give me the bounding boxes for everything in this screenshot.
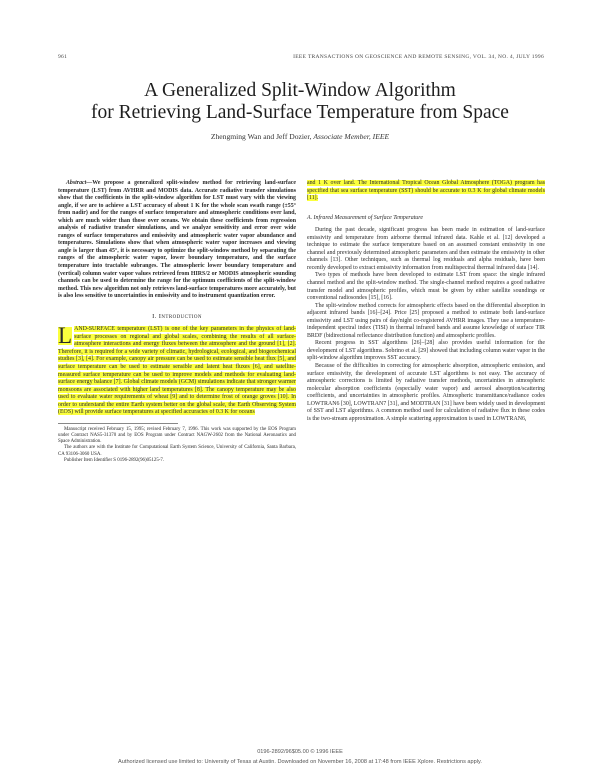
title-line-1: A Generalized Split-Window Algorithm (144, 80, 456, 101)
right-continuation (307, 180, 545, 203)
paragraph: Two types of methods have been developed to estimate LST from space: the single infrared channel method and the split-window method. The single-channel method requires a good radiative transfer model and atmospheric profiles, which must be given by either satellite soundings or conventional radiosondes [15], [16]. (307, 272, 545, 302)
abstract (58, 180, 296, 301)
abstract-text: We propose a generalized split-window method for retrieving land-surface temperature (LST) from AVHRR and MODIS data. Accurate radiative transfer simulations show that the coefficients in the split-window algorithm for LST must vary with the viewing angle, if we are to achieve a LST accuracy of about 1 K for the whole scan swath range (±55° from nadir) and for the ranges of surface temperature and atmospheric conditions over land, which are much wider than those over oceans. We obtain these coefficients from regression analysis of radiative transfer simulations, and we analyze sensitivity and error over wide ranges of surface temperatures and emissivity and atmospheric water vapor abundance and temperatures. Simulations show that when atmospheric water vapor increases and viewing angle is larger than 45°, it is necessary to optimize the split-window method by separating the ranges of the atmospheric water vapor, lower boundary temperature, and the surface temperature into tractable subranges. The atmospheric lower boundary temperature and (vertical) column water vapor values retrieved from HIRS/2 or MODIS atmospheric sounding channels can be used to determine the range for the optimum coefficients of the split-window method. This new algorithm not only retrieves land-surface temperatures more accurately, but is also less sensitive to uncertainties in emissivity and to instrument quantization error. (58, 180, 296, 300)
copyright-line: 0196-2892/96$05.00 © 1996 IEEE (257, 749, 343, 755)
footnote-affiliation: The authors are with the Institute for Computational Earth System Science, University of California, Santa Barbara, CA 93106-3060 USA. (58, 445, 296, 457)
footnotes (58, 427, 296, 464)
page-number: 961 (58, 54, 68, 60)
title-line-2: for Retrieving Land-Surface Temperature from Space (91, 102, 509, 123)
right-highlighted-text: and 1 K over land. The International Tropical Ocean Global Atmosphere (TOGA) program has specified that sea surface temperature (SST) should be accurate to 0.3 K for global climate models [11]. (307, 180, 545, 202)
footnote-manuscript: Manuscript received February 15, 1995; revised February 7, 1996. This work was supported by the EOS Program under Contract NAS5-31370 and by EOS Program under Contract NAGW-2602 from the National Aeronautics and Space Administration. (58, 426, 296, 445)
page-footer (20, 749, 580, 765)
subsection-heading: A. Infrared Measurement of Surface Temperature (307, 214, 423, 221)
paper-title (40, 80, 560, 124)
paragraph: The split-window method corrects for atmospheric effects based on the differential absorption in adjacent infrared bands [16]–[24]. Price [25] proposed a method to estimate both land-surface emissivity and LST using pairs of day/night co-registered AVHRR images. They use a temperature-independent spectral index (TISI) in thermal infrared bands and assume knowledge of surface TIR BRDF (bidirectional reflectance distribution function) and atmospheric profiles. (307, 302, 545, 339)
author-membership: Associate Member, IEEE (313, 132, 390, 141)
journal-name: IEEE TRANSACTIONS ON GEOSCIENCE AND REMOTE SENSING, VOL. 34, NO. 4, JULY 1996 (293, 54, 544, 60)
introduction-paragraph (58, 323, 296, 417)
section-heading-introduction: I. Introduction (152, 312, 202, 320)
running-header (58, 54, 544, 66)
paragraph: Because of the difficulties in correcting for atmospheric absorption, atmospheric emission, and surface emissivity, the development of accurate LST algorithms is not easy. The accuracy of atmospheric corrections is limited by radiative transfer methods, uncertainties in atmospheric molecular absorption coefficients (especially water vapor) and aerosol absorption/scattering coefficients, and uncertainties in atmospheric profiles. Atmospheric transmittance/radiance codes LOWTRAN6 [30], LOWTRAN7 [31], and MODTRAN [31] have been widely used in development of SST and LST algorithms. A common method used for calculation of radiative flux in these codes is the two-stream approximation. A simple scattering approximation is used in LOWTRAN6, (307, 363, 545, 422)
author-names: Zhengming Wan and Jeff Dozier, (210, 132, 312, 141)
authors (100, 132, 500, 141)
right-column (307, 180, 545, 423)
download-notice: Authorized licensed use limited to: University of Texas at Austin. Downloaded on November 16, 2008 at 17:48 from IEEE Xplore. Restrictions apply. (118, 759, 482, 765)
paragraph: Recent progress in SST algorithms [26]–[28] also provides useful information for the development of LST algorithms. Sobrino et al. [29] showed that including column water vapor in the split-window algorithm improves SST accuracy. (307, 340, 545, 362)
paragraph: During the past decade, significant progress has been made in estimation of land-surface emissivity and temperature from airborne thermal infrared data. Kahle et al. [12] developed a technique to estimate the surface temperature based on an assumed constant emissivity in one channel and previously determined atmospheric parameters and then estimate the emissivity in other channels [13]. Other techniques, such as thermal log residuals and alpha residuals, have been recently developed to extract emissivity information from multispectral thermal infrared data [14]. (307, 227, 545, 271)
drop-cap: L (58, 323, 73, 349)
footnote-publisher-id: Publisher Item Identifier S 0196-2892(96)05125-7. (64, 457, 165, 463)
left-column (58, 180, 296, 464)
abstract-lead: Abstract— (66, 180, 93, 186)
introduction-highlighted-text: AND-SURFACE temperature (LST) is one of the key parameters in the physics of land-surface processes on regional and global scales, combining the results of all surface-atmosphere interactions and energy fluxes between the atmosphere and the ground [1], [2]. Therefore, it is required for a wide variety of climatic, hydrological, ecological, and biogeochemical studies [3], [4]. For example, canopy air pressure can be used to estimate sensible heat flux [5], and surface temperature can be used to estimate sensible and latent heat fluxes [6], and satellite-measured surface temperature can be used to improve models and methods for evaluating land-surface energy balance [7]. Global climate models (GCM) simulations indicate that stronger warmer monsoons are associated with higher land temperatures [8]. The canopy temperature may be also used to evaluate water requirements of wheat [9] and to determine frost of orange groves [10]. In order to understand the entire Earth system better on the global scale, the Earth Observing System (EOS) will provide surface temperatures at specified accuracies of 0.3 K for oceans (58, 326, 296, 416)
